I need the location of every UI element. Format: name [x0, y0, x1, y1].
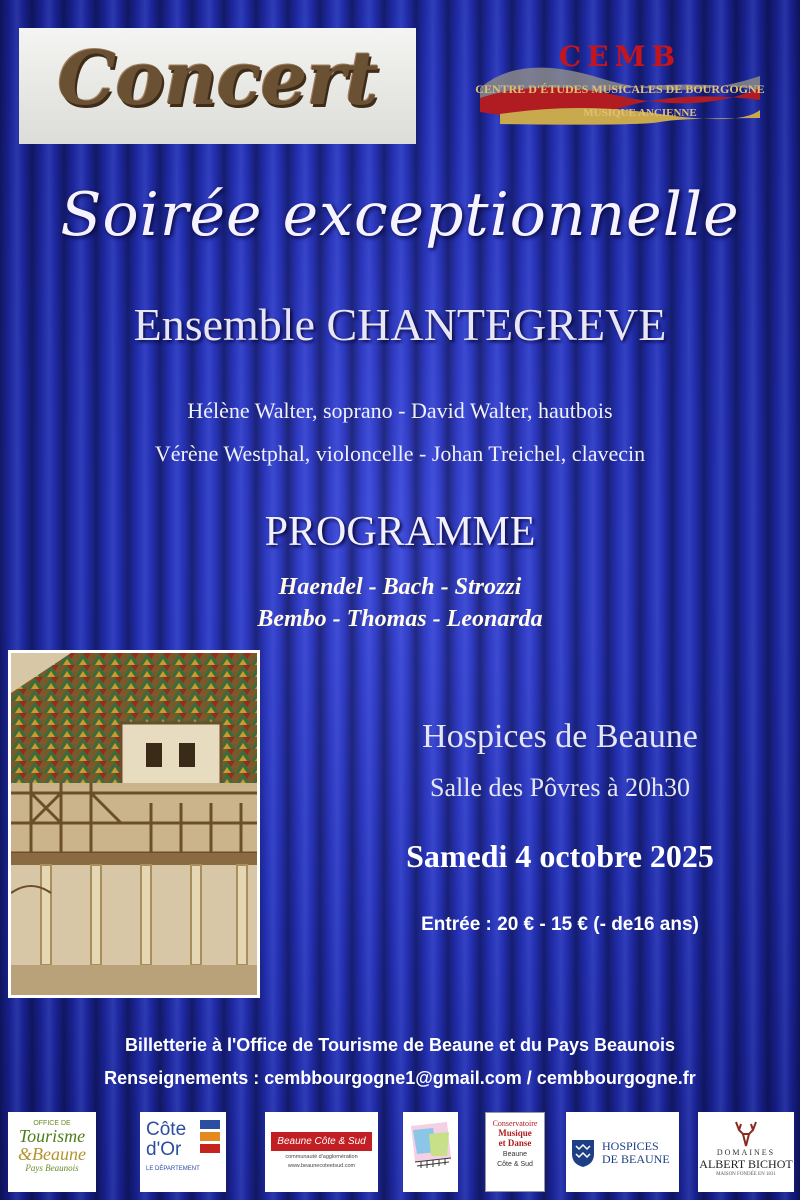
- hospices-logo-line1: HOSPICES: [602, 1139, 659, 1153]
- cotedor-logo: [140, 1112, 226, 1192]
- ticket-price: Entrée : 20 € - 15 € (- de16 ans): [421, 914, 699, 935]
- conservatoire-line3: et Danse: [498, 1138, 532, 1148]
- musicians-line: Hélène Walter, soprano - David Walter, hautbois: [187, 398, 613, 423]
- cemb-subtitle: MUSIQUE ANCIENNE: [583, 107, 697, 119]
- cotedor-line3: LE DÉPARTEMENT: [146, 1166, 200, 1172]
- musicians-line: Vérène Westphal, violoncelle - Johan Treichel, clavecin: [154, 441, 646, 466]
- room-and-time: Salle des Pôvres à 20h30: [430, 773, 690, 802]
- cemb-logo: [460, 40, 780, 132]
- tourisme-line2: Tourisme: [18, 1126, 86, 1146]
- hospices-illustration: [11, 653, 257, 995]
- cotedor-line1: Côte: [146, 1119, 187, 1140]
- composers-line: Haendel - Bach - Strozzi: [278, 574, 522, 600]
- cotedor-line2: d'Or: [146, 1139, 182, 1160]
- beaune-cote-sud-title: Beaune Côte & Sud: [271, 1132, 372, 1151]
- hospices-photo: [8, 650, 260, 998]
- conservatoire-logo: [485, 1112, 545, 1192]
- cotedor-stripes-icon: [200, 1120, 220, 1160]
- beaune-cote-sud-logo: [265, 1112, 378, 1192]
- conservatoire-line1: Conservatoire: [492, 1119, 538, 1128]
- tourisme-line3: &Beaune: [18, 1144, 86, 1164]
- bichot-line3: MAISON FONDÉE EN 1831: [716, 1172, 776, 1177]
- ticketing-info: Billetterie à l'Office de Tourisme de Beaune et du Pays Beaunois: [124, 1035, 676, 1055]
- cemb-acronym: CEMB: [558, 40, 682, 73]
- tourisme-line4: Pays Beaunois: [25, 1163, 79, 1173]
- hospices-logo: [566, 1112, 679, 1192]
- piano-logo: [403, 1112, 458, 1192]
- cemb-full-name: CENTRE D'ÉTUDES MUSICALES DE BOURGOGNE: [475, 82, 765, 96]
- concert-plaque: [19, 28, 416, 144]
- conservatoire-line2: Musique: [498, 1128, 532, 1138]
- albert-bichot-logo: [698, 1112, 794, 1192]
- composers-line: Bembo - Thomas - Leonarda: [257, 606, 543, 632]
- headline: Soirée exceptionnelle: [60, 180, 740, 250]
- programme-title: PROGRAMME: [264, 509, 536, 555]
- concert-title: Concert: [57, 36, 378, 122]
- deer-icon: [731, 1118, 761, 1148]
- bichot-line1: DOMAINES: [716, 1148, 776, 1157]
- contact-info[interactable]: Renseignements : cembbourgogne1@gmail.com / cembbourgogne.fr: [104, 1068, 696, 1088]
- piano-icon: [403, 1112, 458, 1192]
- venue-name: Hospices de Beaune: [422, 718, 698, 755]
- event-date: Samedi 4 octobre 2025: [406, 838, 714, 874]
- ensemble-name: Ensemble CHANTEGREVE: [133, 299, 667, 350]
- shield-icon: [570, 1138, 596, 1168]
- hospices-logo-line2: DE BEAUNE: [602, 1152, 670, 1166]
- beaune-cote-sud-subtitle: communauté d'agglomération: [285, 1154, 358, 1160]
- conservatoire-line4: Beaune: [502, 1151, 528, 1158]
- tourisme-line1: OFFICE DE: [33, 1120, 71, 1127]
- bichot-line2: ALBERT BICHOT: [699, 1157, 793, 1171]
- tourisme-logo: [8, 1112, 96, 1192]
- conservatoire-line5: Côte & Sud: [497, 1161, 533, 1168]
- beaune-cote-sud-url: www.beaunecoteetsud.com: [287, 1163, 356, 1169]
